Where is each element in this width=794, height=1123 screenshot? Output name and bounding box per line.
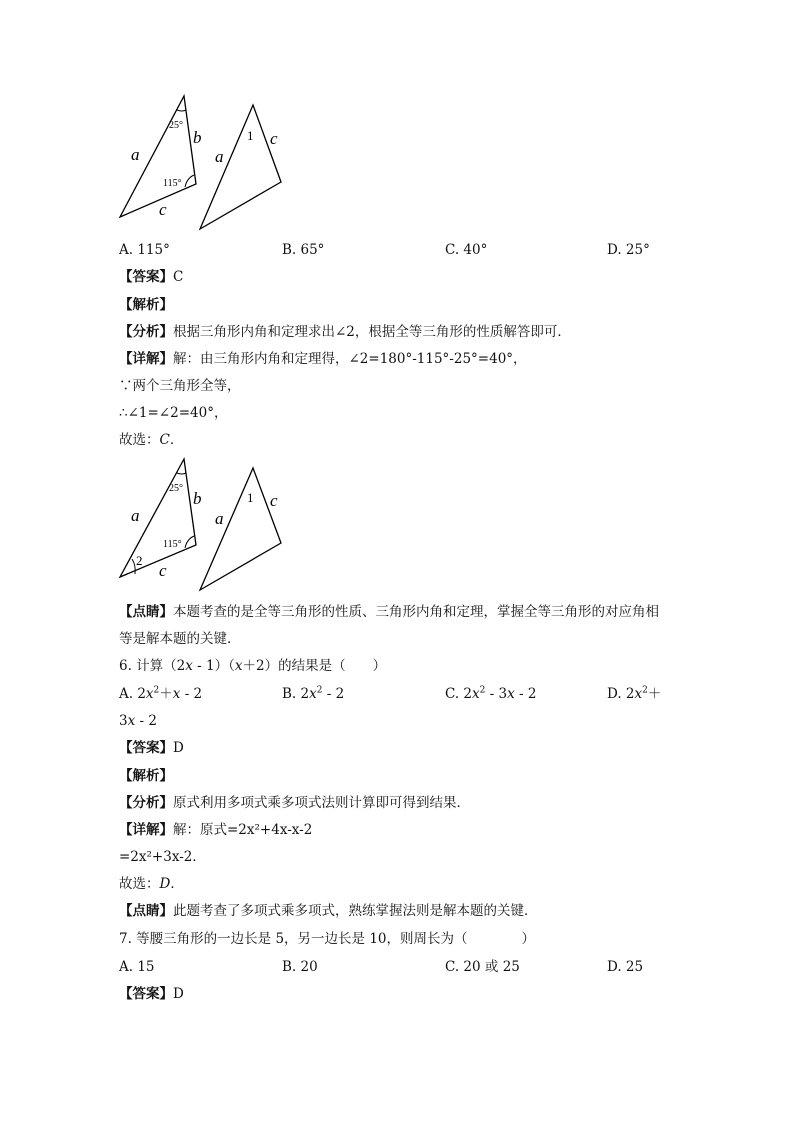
q5-step1: ∵两个三角形全等， [119, 378, 241, 394]
answer-value: D [173, 740, 184, 756]
q5-fenxi [119, 323, 571, 341]
side-c-right-label: c [270, 129, 278, 148]
side-a-right-label-2: a [215, 509, 224, 528]
q5-dianjing [119, 603, 659, 621]
q6-step1: =2x²+3x-2． [119, 849, 206, 865]
triangle-right-2 [200, 468, 281, 590]
q5-answer [119, 268, 183, 286]
side-b-label-2: b [193, 489, 202, 508]
angle-arc-top [177, 110, 186, 111]
q6-answer [119, 739, 184, 757]
q5-choice [119, 431, 183, 449]
fenxi-text: 根据三角形内角和定理求出∠2，根据全等三角形的性质解答即可． [173, 324, 571, 340]
q7-option-a: A. 15 [119, 959, 155, 975]
q6-analysis-heading [119, 767, 173, 785]
q5-xiangjie [119, 350, 527, 368]
stem-var: x [234, 658, 243, 674]
choice-suffix: ． [169, 432, 184, 448]
answer-tag: 【答案】 [119, 986, 173, 1002]
side-c-label: c [159, 200, 167, 219]
stem-part: - 1）（ [192, 658, 235, 674]
q5-dianjing-cont: 等是解本题的关键． [119, 631, 241, 647]
angle-1-label-2: 1 [247, 490, 254, 505]
dianjing-text: 本题考查的是全等三角形的性质、三角形内角和定理，掌握全等三角形的对应角相 [173, 604, 659, 620]
triangle-figure-1 [115, 92, 295, 234]
answer-tag: 【答案】 [119, 740, 173, 756]
xiangjie-text: 解：由三角形内角和定理得，∠2=180°-115°-25°=40°， [173, 351, 527, 367]
q5-option-c: C. 40° [445, 242, 488, 258]
q7-option-b: B. 20 [282, 959, 318, 975]
answer-value: C [173, 269, 184, 285]
triangle-figure-2 [115, 455, 295, 597]
angle-2-label: 2 [136, 553, 143, 568]
q7-stem: 7. 等腰三角形的一边长是 5，另一边长是 10，则周长为（ ） [119, 931, 536, 947]
side-a-label: a [131, 145, 140, 164]
fenxi-text: 原式利用多项式乘多项式法则计算即可得到结果． [173, 795, 470, 811]
choice-prefix: 故选： [119, 876, 160, 892]
angle-top-label-2: 25° [169, 483, 183, 494]
q6-option-b: B. $2x^2 - 2$ [282, 685, 345, 702]
q6-stem [119, 657, 386, 675]
q5-option-b: B. 65° [282, 242, 325, 258]
side-a-label-2: a [131, 506, 140, 525]
q6-choice [119, 875, 184, 893]
q5-analysis-heading [119, 296, 173, 314]
choice-suffix: ． [170, 876, 184, 892]
side-a-right-label: a [215, 147, 224, 166]
fenxi-tag: 【分析】 [119, 324, 173, 340]
xiangjie-text: 解：原式=2x²+4x-x-2 [173, 822, 313, 838]
q5-step2: ∴∠1=∠2=40°， [119, 405, 228, 421]
fenxi-tag: 【分析】 [119, 795, 173, 811]
q6-option-d: D. $2x^2+$ [607, 685, 662, 702]
angle-arc-top-2 [177, 473, 186, 474]
xiangjie-tag: 【详解】 [119, 822, 173, 838]
dianjing-text: 此题考查了多项式乘多项式，熟练掌握法则是解本题的关键． [173, 903, 538, 919]
choice-value: C [159, 432, 170, 448]
q6-dianjing [119, 902, 538, 920]
q7-option-d: D. 25 [607, 959, 644, 975]
analysis-tag: 【解析】 [119, 768, 173, 784]
stem-part: ＋2）的结果是（ ） [242, 658, 387, 674]
answer-tag: 【答案】 [119, 269, 173, 285]
side-c-right-label-2: c [270, 491, 278, 510]
answer-value: D [173, 986, 184, 1002]
q6-option-c: C. $2x^2 - 3x - 2$ [445, 685, 537, 702]
angle-right-label-2: 115° [163, 539, 182, 550]
side-b-label: b [193, 128, 202, 147]
q6-option-a: A. $2x^2+x - 2$ [119, 685, 203, 702]
dianjing-tag: 【点睛】 [119, 903, 173, 919]
angle-1-label: 1 [247, 128, 254, 143]
triangle-right [200, 105, 281, 229]
q6-xiangjie [119, 821, 312, 839]
q6-fenxi [119, 794, 470, 812]
q7-option-c: C. 20 或 25 [445, 959, 520, 975]
analysis-tag: 【解析】 [119, 297, 173, 313]
choice-prefix: 故选： [119, 432, 160, 448]
stem-part: 6. 计算（2 [119, 658, 186, 674]
side-c-label-2: c [159, 561, 167, 580]
xiangjie-tag: 【详解】 [119, 351, 173, 367]
q6-option-d-cont: 3x - 2 [119, 713, 157, 729]
choice-value: D [159, 876, 171, 892]
q7-answer [119, 985, 184, 1003]
angle-right-label: 115° [163, 178, 182, 189]
dianjing-tag: 【点睛】 [119, 604, 173, 620]
stem-var: x [185, 658, 193, 674]
q5-option-d: D. 25° [607, 242, 650, 258]
q5-option-a: A. 115° [119, 242, 170, 258]
angle-top-label: 25° [169, 120, 183, 131]
